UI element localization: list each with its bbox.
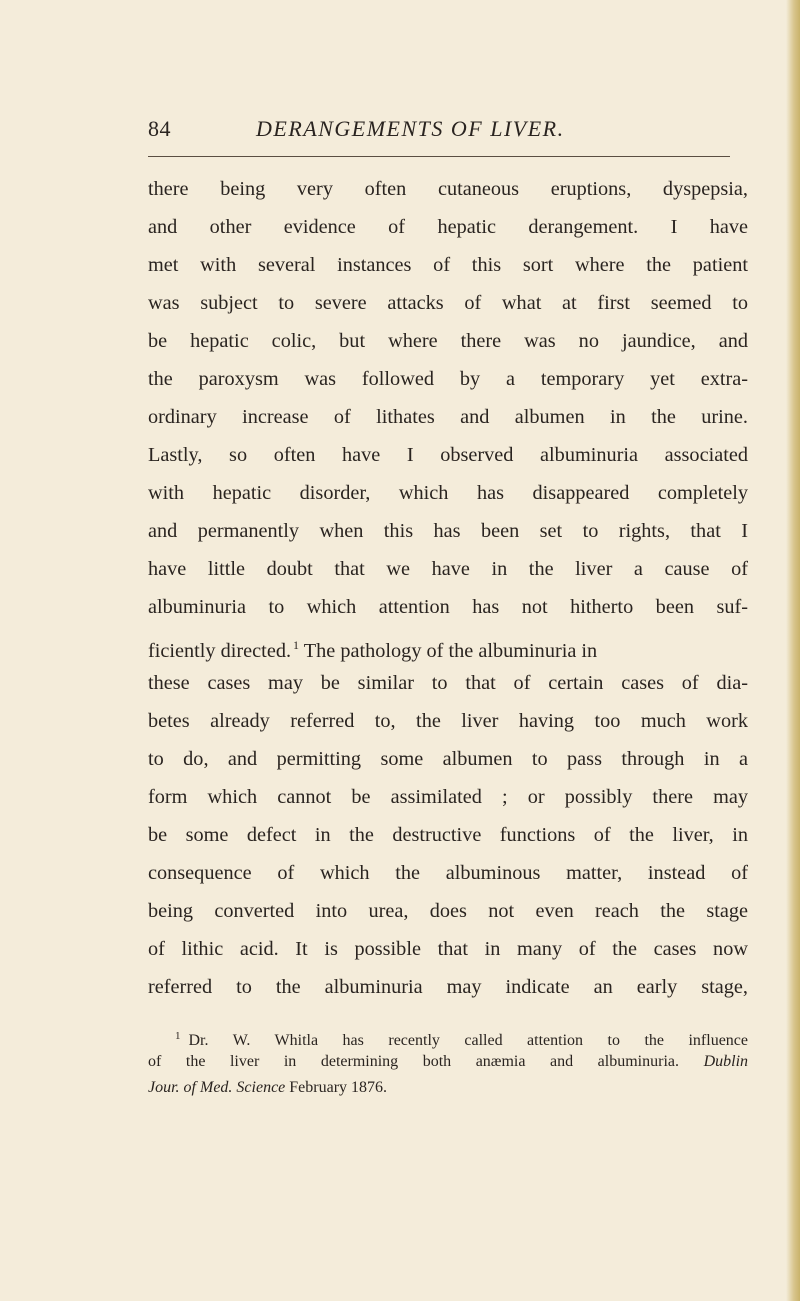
footnote-line: [148, 1023, 748, 1049]
text-line: form which cannot be assimilated ; or possibly there may: [148, 786, 748, 808]
text-line: referred to the albuminuria may indicate an early stage,: [148, 976, 748, 998]
text-line: albuminuria to which attention has not hitherto been suf-: [148, 596, 748, 618]
text-line: of lithic acid. It is possible that in many of the cases now: [148, 938, 748, 960]
text-line: ordinary increase of lithates and albumen in the urine.: [148, 406, 748, 428]
text-line: with hepatic disorder, which has disappeared completely: [148, 482, 748, 504]
text-line: to do, and permitting some albumen to pass through in a: [148, 748, 748, 770]
header-rule: [148, 156, 730, 157]
page-edge: [786, 0, 800, 1301]
footnote-date: February 1876.: [289, 1079, 388, 1096]
text-line: be some defect in the destructive functions of the liver, in: [148, 824, 748, 846]
footnote-reference: 1: [293, 638, 300, 652]
text-line: these cases may be similar to that of certain cases of dia-: [148, 672, 748, 694]
text-line: was subject to severe attacks of what at first seemed to: [148, 292, 748, 314]
text-line: and permanently when this has been set to rights, that I: [148, 520, 748, 542]
footnote: [148, 1023, 748, 1101]
text-line: have little doubt that we have in the liver a cause of: [148, 558, 748, 580]
text-line: betes already referred to, the liver having too much work: [148, 710, 748, 732]
footnote-line: [148, 1075, 748, 1101]
running-head: [148, 116, 748, 146]
body-text: [148, 170, 748, 1006]
text-line-with-footnote: [148, 626, 748, 664]
text-line: there being very often cutaneous eruptions, dyspepsia,: [148, 178, 748, 200]
journal-name: Dublin: [703, 1053, 749, 1070]
text-line: consequence of which the albuminous matter, instead of: [148, 862, 748, 884]
footnote-line: [148, 1049, 748, 1075]
text-segment: ficiently directed.: [148, 640, 292, 662]
page-title: DERANGEMENTS OF LIVER.: [256, 116, 565, 141]
footnote-text: of the liver in determining both anæmia and albuminuria.: [148, 1053, 679, 1070]
text-segment: The pathology of the albuminuria in: [303, 640, 598, 662]
text-line: met with several instances of this sort where the patient: [148, 254, 748, 276]
footnote-text: Dr. W. Whitla has recently called attention to the influence: [188, 1032, 748, 1049]
page-number: 84: [148, 116, 171, 141]
journal-name: Jour. of Med. Science: [148, 1079, 286, 1096]
text-line: being converted into urea, does not even reach the stage: [148, 900, 748, 922]
text-line: the paroxysm was followed by a temporary yet extra-: [148, 368, 748, 390]
text-line: be hepatic colic, but where there was no jaundice, and: [148, 330, 748, 352]
footnote-marker: 1: [175, 1030, 181, 1042]
text-line: and other evidence of hepatic derangement. I have: [148, 216, 748, 238]
text-line: Lastly, so often have I observed albuminuria associated: [148, 444, 748, 466]
